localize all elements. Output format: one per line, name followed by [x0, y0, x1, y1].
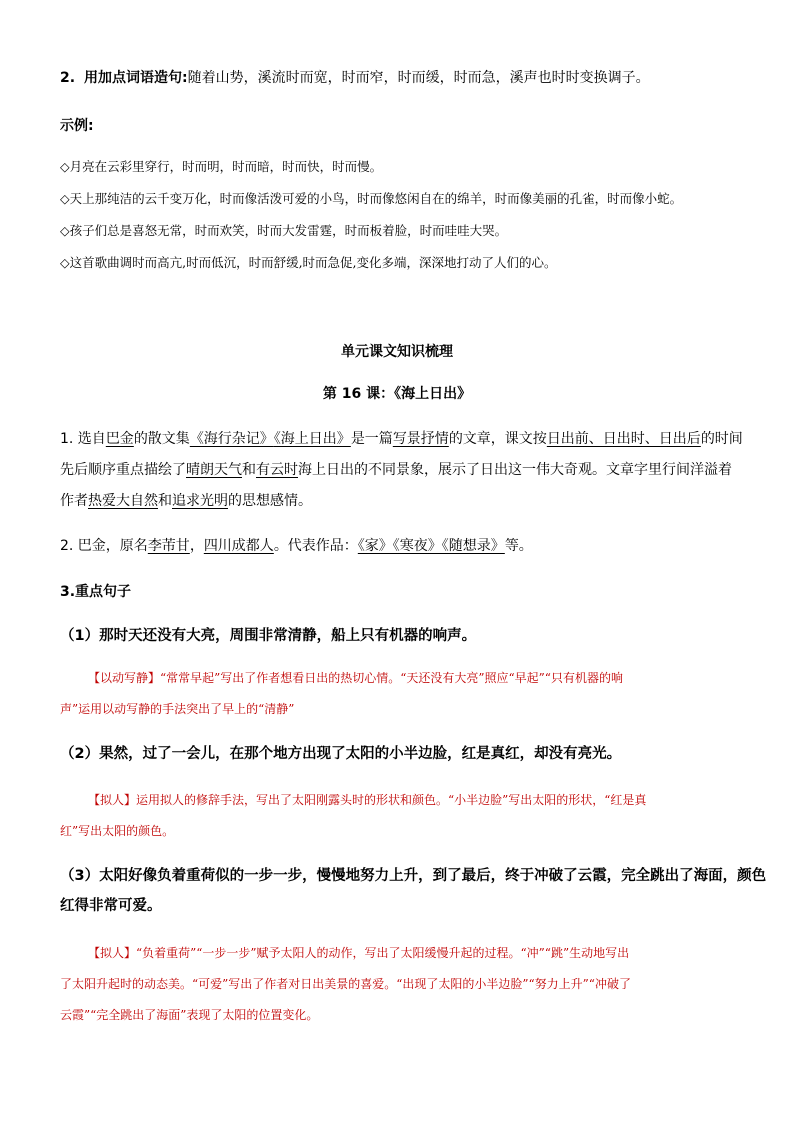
item2-number: 2. [60, 70, 76, 86]
analysis-note: 红”写出太阳的颜色。 [60, 824, 175, 838]
original-name: 李芾甘 [147, 538, 190, 554]
key-sentence: （3）太阳好像负着重荷似的一步一步，慢慢地努力上升，到了最后，终于冲破了云霞，完全跳出了海面，颜色 [60, 868, 767, 884]
genre-keyword: 写景抒情 [392, 431, 449, 447]
author-info-paragraph: 2. 巴金，原名李芾甘，四川成都人。代表作品：《家》《寒夜》《随想录》等。 [60, 538, 533, 554]
analysis-note: 声”运用以动写静的手法突出了早上的“清静” [60, 702, 295, 716]
item2-line [60, 68, 650, 88]
example-item: ◇孩子们总是喜怒无常，时而欢笑，时而大发雷霆，时而板着脸，时而哇哇大哭。 [60, 223, 508, 238]
lesson-title: 第 16 课：《海上日出》 [322, 386, 472, 402]
collection-title: 《海行杂记》 [189, 431, 274, 447]
example-item: ◇这首歌曲调时而高亢,时而低沉，时而舒缓,时而急促,变化多端，深深地打动了人们的心。 [60, 255, 557, 270]
analysis-note: 云霞”“完全跳出了海面”表现了太阳的位置变化。 [60, 1008, 319, 1022]
section-title: 单元课文知识梳理 [341, 344, 453, 360]
key-sentence: （1）那时天还没有大亮，周围非常清静，船上只有机器的响声。 [60, 628, 477, 644]
item2-sentence: 随着山势，溪流时而宽，时而窄，时而缓，时而急，溪声也时时变换调子。 [187, 70, 650, 86]
key-sentence: 红得非常可爱。 [60, 898, 162, 914]
analysis-note: 了太阳升起时的动态美。“可爱”写出了作者对日出美景的喜爱。“出现了太阳的小半边脸”“努力上升”“冲破了 [60, 977, 631, 991]
example-item: ◇天上那纯洁的云千变万化，时而像活泼可爱的小鸟，时而像悠闲自在的绵羊，时而像美丽的孔雀，时而像小蛇。 [60, 191, 683, 206]
hometown: 四川成都人 [203, 538, 274, 554]
analysis-note: 【拟人】“负着重荷”“一步一步”赋予太阳人的动作，写出了太阳缓慢升起的过程。“冲”“跳”生动地写出 [88, 946, 630, 960]
example-item: ◇月亮在云彩里穿行，时而明，时而暗，时而快，时而慢。 [60, 159, 383, 174]
author-name: 巴金 [105, 431, 134, 447]
analysis-note: 【拟人】运用拟人的修辞手法，写出了太阳刚露头时的形状和颜色。“小半边脸”写出太阳的形状，“红是真 [88, 793, 647, 807]
essay-title: 《海上日出》 [273, 431, 351, 447]
lesson-intro-paragraph: 1. 选自巴金的散文集《海行杂记》《海上日出》是一篇写景抒情的文章，课文按日出前、日出时、日出后的时间先后顺序重点描绘了晴朗天气和有云时海上日出的不同景象，展示了日出这一伟大奇观。文章字里行间洋溢着作者热爱大自然和追求光明的思想感情。 [60, 431, 743, 509]
emotion-keyword: 热爱大自然 [88, 493, 158, 509]
scene-keyword: 晴朗天气 [186, 462, 242, 478]
example-heading: 示例: [60, 118, 94, 134]
sequence-keyword: 日出前、日出时、日出后 [546, 431, 701, 447]
representative-works: 《家》《寒夜》《随想录》 [357, 538, 505, 554]
key-sentences-heading: 3.重点句子 [60, 584, 132, 600]
key-sentence: （2）果然，过了一会儿，在那个地方出现了太阳的小半边脸，红是真红，却没有亮光。 [60, 746, 622, 762]
item2-label: 用加点词语造句: [83, 70, 188, 86]
emotion-keyword: 追求光明 [172, 493, 228, 509]
analysis-note: 【以动写静】“常常早起”写出了作者想看日出的热切心情。“天还没有大亮”照应“早起”“只有机器的响 [88, 671, 623, 685]
scene-keyword: 有云时 [256, 462, 298, 478]
